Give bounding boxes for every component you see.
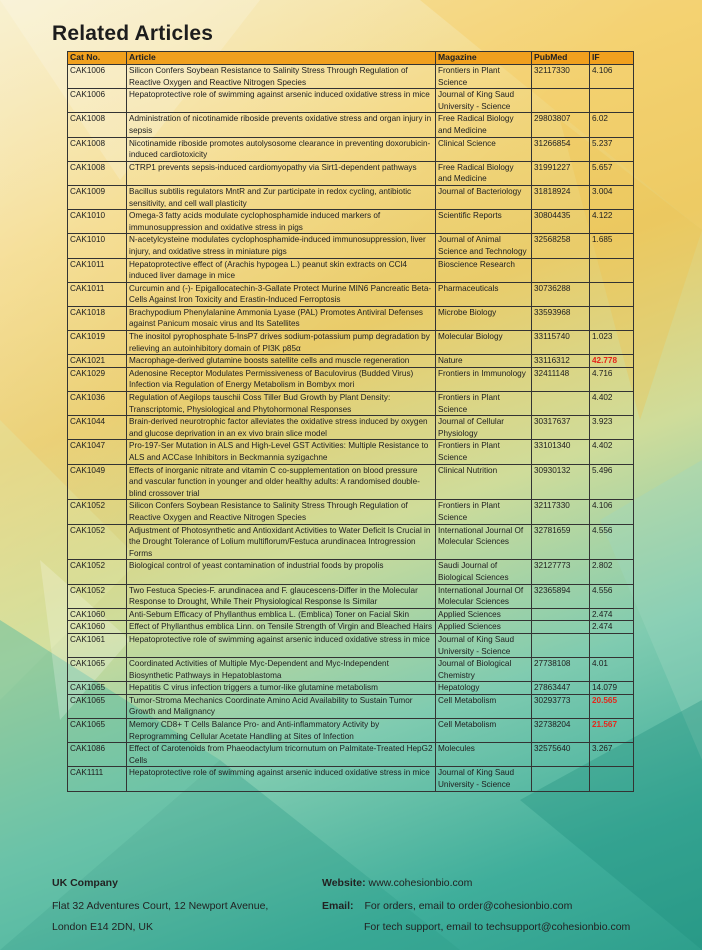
table-row (68, 633, 634, 657)
header-magazine: Magazine (436, 52, 532, 65)
cell-cat-no: CAK1052 (68, 500, 127, 524)
cell-impact-factor: 4.122 (590, 210, 634, 234)
cell-cat-no: CAK1036 (68, 392, 127, 416)
cell-magazine: Free Radical Biology and Medicine (436, 113, 532, 137)
table-row (68, 306, 634, 330)
cell-magazine: Applied Sciences (436, 608, 532, 621)
cell-magazine: Clinical Science (436, 137, 532, 161)
cell-magazine: Free Radical Biology and Medicine (436, 161, 532, 185)
cell-article: Omega-3 fatty acids modulate cyclophosphamide induced markers of immunosuppression and oxidative stress in pigs (127, 210, 436, 234)
email-orders-text[interactable]: For orders, email to order@cohesionbio.com (364, 900, 573, 912)
cell-article: Nicotinamide riboside promotes autolysosome clearance in preventing doxorubicin-induced cardiotoxicity (127, 137, 436, 161)
cell-pubmed (532, 633, 590, 657)
footer-company-heading: UK Company (52, 877, 118, 889)
table-row (68, 258, 634, 282)
cell-impact-factor: 1.023 (590, 331, 634, 355)
table-row (68, 392, 634, 416)
cell-cat-no: CAK1021 (68, 355, 127, 368)
articles-table (67, 51, 634, 792)
header-cat-no: Cat No. (68, 52, 127, 65)
cell-cat-no: CAK1011 (68, 258, 127, 282)
table-row (68, 682, 634, 695)
table-row (68, 331, 634, 355)
cell-pubmed (532, 258, 590, 282)
table-row (68, 416, 634, 440)
table-row (68, 137, 634, 161)
table-row (68, 621, 634, 634)
cell-magazine: Frontiers in Plant Science (436, 65, 532, 89)
cell-pubmed: 30293773 (532, 694, 590, 718)
table-row (68, 500, 634, 524)
footer-company (52, 877, 118, 889)
cell-impact-factor: 20.565 (590, 694, 634, 718)
cell-magazine: Scientific Reports (436, 210, 532, 234)
cell-impact-factor: 4.716 (590, 367, 634, 391)
cell-impact-factor: 5.496 (590, 464, 634, 500)
cell-cat-no: CAK1010 (68, 234, 127, 258)
cell-pubmed: 27738108 (532, 658, 590, 682)
table-row (68, 584, 634, 608)
cell-article: Memory CD8+ T Cells Balance Pro- and Anti-inflammatory Activity by Reprogramming Cellular Acetate Handling at Sites of Infection (127, 719, 436, 743)
cell-article: The inositol pyrophosphate 5-InsP7 drives sodium-potassium pump degradation by relieving an autoinhibitory domain of PI3K p85α (127, 331, 436, 355)
website-label: Website: (322, 877, 366, 889)
cell-pubmed: 30930132 (532, 464, 590, 500)
cell-impact-factor (590, 89, 634, 113)
cell-cat-no: CAK1019 (68, 331, 127, 355)
table-row (68, 743, 634, 767)
cell-cat-no: CAK1008 (68, 137, 127, 161)
table-row (68, 719, 634, 743)
cell-pubmed: 32738204 (532, 719, 590, 743)
cell-magazine: Nature (436, 355, 532, 368)
table-row (68, 767, 634, 791)
cell-impact-factor: 2.474 (590, 608, 634, 621)
cell-cat-no: CAK1044 (68, 416, 127, 440)
cell-pubmed (532, 608, 590, 621)
cell-pubmed: 31991227 (532, 161, 590, 185)
footer-address-line2: London E14 2DN, UK (52, 921, 153, 933)
cell-article: Curcumin and (-)- Epigallocatechin-3-Gallate Protect Murine MIN6 Pancreatic Beta-Cells Against Iron Toxicity and Erastin-Induced Ferroptosis (127, 282, 436, 306)
table-row (68, 367, 634, 391)
cell-magazine: Frontiers in Plant Science (436, 392, 532, 416)
table-row (68, 440, 634, 464)
cell-cat-no: CAK1052 (68, 560, 127, 584)
cell-article: Hepatoprotective role of swimming against arsenic induced oxidative stress in mice (127, 767, 436, 791)
cell-cat-no: CAK1061 (68, 633, 127, 657)
cell-cat-no: CAK1018 (68, 306, 127, 330)
cell-magazine: Hepatology (436, 682, 532, 695)
cell-impact-factor: 4.402 (590, 440, 634, 464)
cell-article: Anti-Sebum Efficacy of Phyllanthus emblica L. (Emblica) Toner on Facial Skin (127, 608, 436, 621)
cell-impact-factor: 4.556 (590, 584, 634, 608)
cell-pubmed: 33593968 (532, 306, 590, 330)
cell-impact-factor: 5.657 (590, 161, 634, 185)
cell-article: Effects of inorganic nitrate and vitamin C co-supplementation on blood pressure and vascular function in younger and older healthy adults: A randomised double-blind crossover trial (127, 464, 436, 500)
table-row (68, 234, 634, 258)
table-row (68, 524, 634, 560)
cell-pubmed: 31818924 (532, 185, 590, 209)
cell-pubmed: 32781659 (532, 524, 590, 560)
cell-magazine: Molecules (436, 743, 532, 767)
table-row (68, 282, 634, 306)
cell-impact-factor: 42.778 (590, 355, 634, 368)
table-row (68, 658, 634, 682)
cell-impact-factor (590, 258, 634, 282)
header-if: IF (590, 52, 634, 65)
cell-article: Macrophage-derived glutamine boosts satellite cells and muscle regeneration (127, 355, 436, 368)
cell-impact-factor: 14.079 (590, 682, 634, 695)
footer-email-support[interactable]: For tech support, email to techsupport@cohesionbio.com (364, 921, 631, 933)
website-link[interactable]: www.cohesionbio.com (368, 877, 473, 889)
table-row (68, 210, 634, 234)
table-row (68, 464, 634, 500)
page-title: Related Articles (52, 22, 214, 45)
cell-impact-factor: 4.402 (590, 392, 634, 416)
table-row (68, 608, 634, 621)
cell-article: Pro-197-Ser Mutation in ALS and High-Level GST Activities: Multiple Resistance to ALS and ACCase Inhibitors in Beckmannia syzigachne (127, 440, 436, 464)
cell-pubmed: 27863447 (532, 682, 590, 695)
cell-pubmed (532, 89, 590, 113)
cell-cat-no: CAK1060 (68, 621, 127, 634)
table-row (68, 355, 634, 368)
cell-pubmed: 33115740 (532, 331, 590, 355)
header-article: Article (127, 52, 436, 65)
cell-impact-factor: 3.004 (590, 185, 634, 209)
cell-pubmed: 30804435 (532, 210, 590, 234)
cell-cat-no: CAK1052 (68, 584, 127, 608)
cell-pubmed: 32575640 (532, 743, 590, 767)
cell-cat-no: CAK1008 (68, 161, 127, 185)
table-row (68, 65, 634, 89)
cell-magazine: Applied Sciences (436, 621, 532, 634)
cell-magazine: Journal of Biological Chemistry (436, 658, 532, 682)
cell-article: Adjustment of Photosynthetic and Antioxidant Activities to Water Deficit Is Crucial in the Drought Tolerance of Lolium multiflorum/Festuca arundinacea Introgression Forms (127, 524, 436, 560)
cell-magazine: Molecular Biology (436, 331, 532, 355)
cell-impact-factor: 6.02 (590, 113, 634, 137)
cell-cat-no: CAK1086 (68, 743, 127, 767)
cell-cat-no: CAK1010 (68, 210, 127, 234)
cell-impact-factor: 4.106 (590, 500, 634, 524)
cell-cat-no: CAK1065 (68, 719, 127, 743)
cell-cat-no: CAK1006 (68, 89, 127, 113)
cell-cat-no: CAK1111 (68, 767, 127, 791)
cell-impact-factor: 2.474 (590, 621, 634, 634)
cell-impact-factor: 2.802 (590, 560, 634, 584)
cell-magazine: Journal of King Saud University - Science (436, 89, 532, 113)
cell-magazine: Pharmaceuticals (436, 282, 532, 306)
cell-pubmed: 32117330 (532, 65, 590, 89)
header-pubmed: PubMed (532, 52, 590, 65)
cell-pubmed: 32411148 (532, 367, 590, 391)
table-row (68, 560, 634, 584)
cell-pubmed: 30317637 (532, 416, 590, 440)
cell-cat-no: CAK1009 (68, 185, 127, 209)
cell-impact-factor (590, 767, 634, 791)
table-row (68, 185, 634, 209)
cell-article: Brain-derived neurotrophic factor alleviates the oxidative stress induced by oxygen and glucose deprivation in an ex vivo brain slice model (127, 416, 436, 440)
cell-cat-no: CAK1006 (68, 65, 127, 89)
cell-impact-factor (590, 282, 634, 306)
cell-magazine: Journal of King Saud University - Science (436, 633, 532, 657)
cell-magazine: Journal of King Saud University - Science (436, 767, 532, 791)
cell-pubmed: 33116312 (532, 355, 590, 368)
cell-article: Hepatoprotective role of swimming against arsenic induced oxidative stress in mice (127, 89, 436, 113)
cell-article: Biological control of yeast contamination of industrial foods by propolis (127, 560, 436, 584)
cell-pubmed (532, 621, 590, 634)
cell-article: Brachypodium Phenylalanine Ammonia Lyase (PAL) Promotes Antiviral Defenses against Panicum mosaic virus and Its Satellites (127, 306, 436, 330)
cell-impact-factor (590, 633, 634, 657)
cell-article: Tumor-Stroma Mechanics Coordinate Amino Acid Availability to Sustain Tumor Growth and Malignancy (127, 694, 436, 718)
cell-impact-factor: 4.01 (590, 658, 634, 682)
cell-cat-no: CAK1065 (68, 682, 127, 695)
cell-pubmed: 30736288 (532, 282, 590, 306)
cell-cat-no: CAK1011 (68, 282, 127, 306)
cell-cat-no: CAK1008 (68, 113, 127, 137)
cell-article: Coordinated Activities of Multiple Myc-Dependent and Myc-Independent Biosynthetic Pathways in Hepatoblastoma (127, 658, 436, 682)
cell-cat-no: CAK1047 (68, 440, 127, 464)
cell-article: CTRP1 prevents sepsis-induced cardiomyopathy via Sirt1-dependent pathways (127, 161, 436, 185)
table-row (68, 161, 634, 185)
table-row (68, 694, 634, 718)
cell-cat-no: CAK1065 (68, 694, 127, 718)
cell-pubmed: 32365894 (532, 584, 590, 608)
footer-website (322, 877, 472, 889)
cell-article: Administration of nicotinamide riboside prevents oxidative stress and organ injury in sepsis (127, 113, 436, 137)
cell-pubmed: 32127773 (532, 560, 590, 584)
cell-article: Effect of Carotenoids from Phaeodactylum tricornutum on Palmitate-Treated HepG2 Cells (127, 743, 436, 767)
cell-cat-no: CAK1065 (68, 658, 127, 682)
cell-article: Adenosine Receptor Modulates Permissiveness of Baculovirus (Budded Virus) Infection via Regulation of Energy Metabolism in Bombyx mori (127, 367, 436, 391)
footer-email-orders (322, 900, 572, 912)
cell-pubmed (532, 392, 590, 416)
cell-magazine: Frontiers in Plant Science (436, 500, 532, 524)
cell-magazine: Frontiers in Plant Science (436, 440, 532, 464)
cell-magazine: Journal of Cellular Physiology (436, 416, 532, 440)
cell-article: Silicon Confers Soybean Resistance to Salinity Stress Through Regulation of Reactive Oxygen and Reactive Nitrogen Species (127, 500, 436, 524)
cell-impact-factor: 21.567 (590, 719, 634, 743)
cell-pubmed: 32117330 (532, 500, 590, 524)
cell-article: N-acetylcysteine modulates cyclophosphamide-induced immunosuppression, liver injury, and oxidative stress in miniature pigs (127, 234, 436, 258)
cell-cat-no: CAK1049 (68, 464, 127, 500)
cell-magazine: Cell Metabolism (436, 694, 532, 718)
table-body (68, 65, 634, 792)
cell-pubmed: 32568258 (532, 234, 590, 258)
cell-cat-no: CAK1060 (68, 608, 127, 621)
cell-magazine: Microbe Biology (436, 306, 532, 330)
cell-magazine: Frontiers in Immunology (436, 367, 532, 391)
cell-pubmed: 29803807 (532, 113, 590, 137)
cell-magazine: International Journal Of Molecular Sciences (436, 524, 532, 560)
cell-impact-factor: 3.923 (590, 416, 634, 440)
cell-impact-factor (590, 306, 634, 330)
cell-magazine: Clinical Nutrition (436, 464, 532, 500)
cell-impact-factor: 1.685 (590, 234, 634, 258)
cell-article: Two Festuca Species-F. arundinacea and F. glaucescens-Differ in the Molecular Response to Drought, While Their Physiological Response Is Similar (127, 584, 436, 608)
table-header-row (68, 52, 634, 65)
table-row (68, 89, 634, 113)
cell-impact-factor: 3.267 (590, 743, 634, 767)
table-row (68, 113, 634, 137)
cell-article: Regulation of Aegilops tauschii Coss Tiller Bud Growth by Plant Density: Transcriptomic, Physiological and Phytohormonal Responses (127, 392, 436, 416)
cell-article: Hepatitis C virus infection triggers a tumor-like glutamine metabolism (127, 682, 436, 695)
cell-pubmed: 33101340 (532, 440, 590, 464)
email-label: Email: (322, 900, 354, 912)
cell-magazine: Bioscience Research (436, 258, 532, 282)
cell-impact-factor: 4.556 (590, 524, 634, 560)
cell-magazine: Journal of Bacteriology (436, 185, 532, 209)
cell-article: Silicon Confers Soybean Resistance to Salinity Stress Through Regulation of Reactive Oxygen and Reactive Nitrogen Species (127, 65, 436, 89)
cell-magazine: International Journal Of Molecular Sciences (436, 584, 532, 608)
cell-article: Effect of Phyllanthus emblica Linn. on Tensile Strength of Virgin and Bleached Hairs (127, 621, 436, 634)
cell-article: Hepatoprotective effect of (Arachis hypogea L.) peanut skin extracts on CCl4 induced liver damage in mice (127, 258, 436, 282)
cell-impact-factor: 5.237 (590, 137, 634, 161)
cell-pubmed (532, 767, 590, 791)
cell-magazine: Cell Metabolism (436, 719, 532, 743)
cell-magazine: Saudi Journal of Biological Sciences (436, 560, 532, 584)
cell-cat-no: CAK1052 (68, 524, 127, 560)
cell-article: Bacillus subtilis regulators MntR and Zur participate in redox cycling, antibiotic sensitivity, and cell wall plasticity (127, 185, 436, 209)
footer-address-line1: Flat 32 Adventures Court, 12 Newport Avenue, (52, 900, 269, 912)
cell-impact-factor: 4.106 (590, 65, 634, 89)
cell-article: Hepatoprotective role of swimming against arsenic induced oxidative stress in mice (127, 633, 436, 657)
cell-cat-no: CAK1029 (68, 367, 127, 391)
cell-pubmed: 31266854 (532, 137, 590, 161)
cell-magazine: Journal of Animal Science and Technology (436, 234, 532, 258)
